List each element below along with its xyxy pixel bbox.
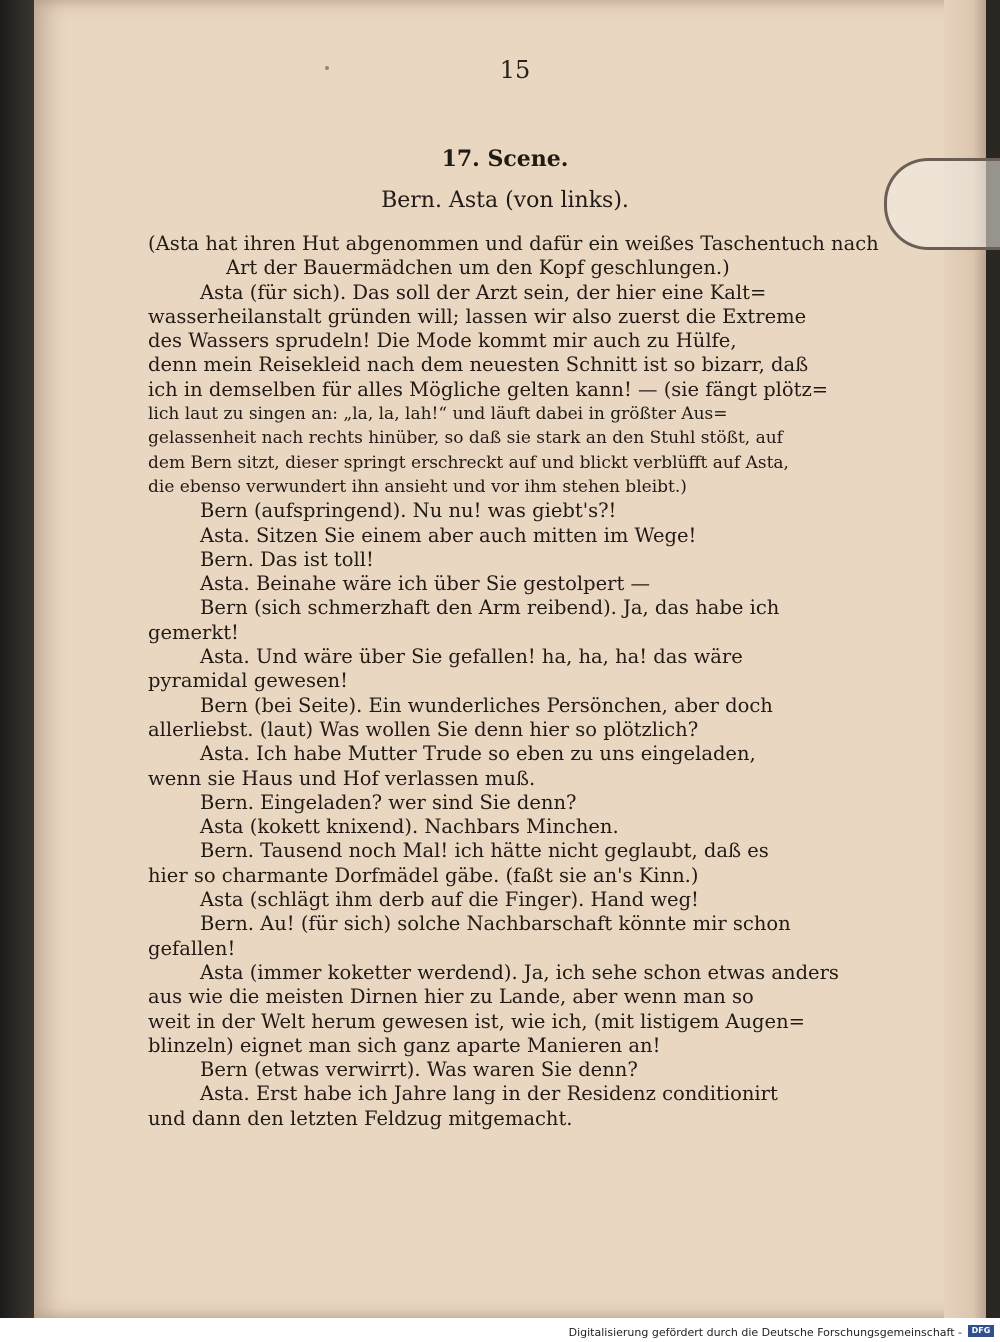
text-line: blinzeln) eignet man sich ganz aparte Manieren an! [148, 1033, 661, 1057]
text-line: dem Bern sitzt, dieser springt erschreckt auf und blickt verblüfft auf Asta, [148, 452, 789, 473]
text-line: Asta (für sich). Das soll der Arzt sein, der hier eine Kalt= [200, 280, 767, 304]
page-number: 15 [499, 56, 531, 84]
text-line: des Wassers sprudeln! Die Mode kommt mir auch zu Hülfe, [148, 329, 737, 353]
text-line: Bern. Tausend noch Mal! ich hätte nicht geglaubt, daß es [200, 839, 769, 863]
text-line: gemerkt! [148, 620, 239, 644]
play-text [148, 232, 879, 1131]
page-clip [884, 158, 1000, 250]
text-line: Asta. Beinahe wäre ich über Sie gestolpert — [200, 572, 650, 596]
paper-speck [325, 66, 329, 70]
text-line: gefallen! [148, 936, 236, 960]
text-line: wasserheilanstalt gründen will; lassen wir also zuerst die Extreme [148, 304, 807, 328]
text-line: Bern. Eingeladen? wer sind Sie denn? [200, 790, 577, 814]
text-line: Bern (etwas verwirrt). Was waren Sie denn? [200, 1058, 638, 1082]
text-line: Art der Bauermädchen um den Kopf geschlungen.) [226, 256, 730, 280]
text-line: (Asta hat ihren Hut abgenommen und dafür ein weißes Taschentuch nach [148, 232, 879, 255]
text-line: pyramidal gewesen! [148, 669, 348, 693]
text-line: Asta. Erst habe ich Jahre lang in der Residenz conditionirt [200, 1082, 778, 1106]
text-line: die ebenso verwundert ihn ansieht und vor ihm stehen bleibt.) [148, 476, 687, 497]
text-line: Asta (schlägt ihm derb auf die Finger). Hand weg! [200, 888, 699, 912]
text-line: wenn sie Haus und Hof verlassen muß. [148, 766, 536, 790]
scene-cast: Bern. Asta (von links). [381, 188, 629, 213]
text-line: Bern (aufspringend). Nu nu! was giebt's?! [200, 499, 617, 523]
book-cover-edge [0, 0, 34, 1318]
text-line: Bern. Das ist toll! [200, 547, 374, 571]
text-line: Bern. Au! (für sich) solche Nachbarschaft könnte mir schon [200, 912, 791, 936]
text-line: Bern (sich schmerzhaft den Arm reibend). Ja, das habe ich [200, 596, 780, 620]
funding-credit: Digitalisierung gefördert durch die Deutsche Forschungsgemeinschaft - [568, 1326, 962, 1339]
text-line: Asta (immer koketter werdend). Ja, ich sehe schon etwas anders [200, 960, 839, 984]
text-line: gelassenheit nach rechts hinüber, so daß sie stark an den Stuhl stößt, auf [148, 428, 783, 449]
text-line: lich laut zu singen an: „la, la, lah!“ und läuft dabei in größter Aus= [148, 404, 728, 425]
text-line: allerliebst. (laut) Was wollen Sie denn hier so plötzlich? [148, 717, 699, 741]
text-line: Bern (bei Seite). Ein wunderliches Persönchen, aber doch [200, 693, 773, 717]
text-line: Asta. Sitzen Sie einem aber auch mitten im Wege! [200, 523, 697, 547]
text-line: Asta. Ich habe Mutter Trude so eben zu uns eingeladen, [200, 742, 756, 766]
text-line: weit in der Welt herum gewesen ist, wie ich, (mit listigem Augen= [148, 1009, 805, 1033]
text-line: und dann den letzten Feldzug mitgemacht. [148, 1106, 573, 1130]
dfg-logo: DFG [968, 1325, 994, 1337]
text-line: Asta (kokett knixend). Nachbars Minchen. [200, 815, 619, 839]
text-line: Asta. Und wäre über Sie gefallen! ha, ha, ha! das wäre [200, 645, 743, 669]
scene-heading: 17. Scene. [441, 146, 569, 172]
text-line: denn mein Reisekleid nach dem neuesten Schnitt ist so bizarr, daß [148, 353, 809, 377]
text-line: aus wie die meisten Dirnen hier zu Lande, aber wenn man so [148, 985, 754, 1009]
text-line: hier so charmante Dorfmädel gäbe. (faßt sie an's Kinn.) [148, 863, 699, 887]
text-line: ich in demselben für alles Mögliche gelten kann! — (sie fängt plötz= [148, 377, 829, 401]
